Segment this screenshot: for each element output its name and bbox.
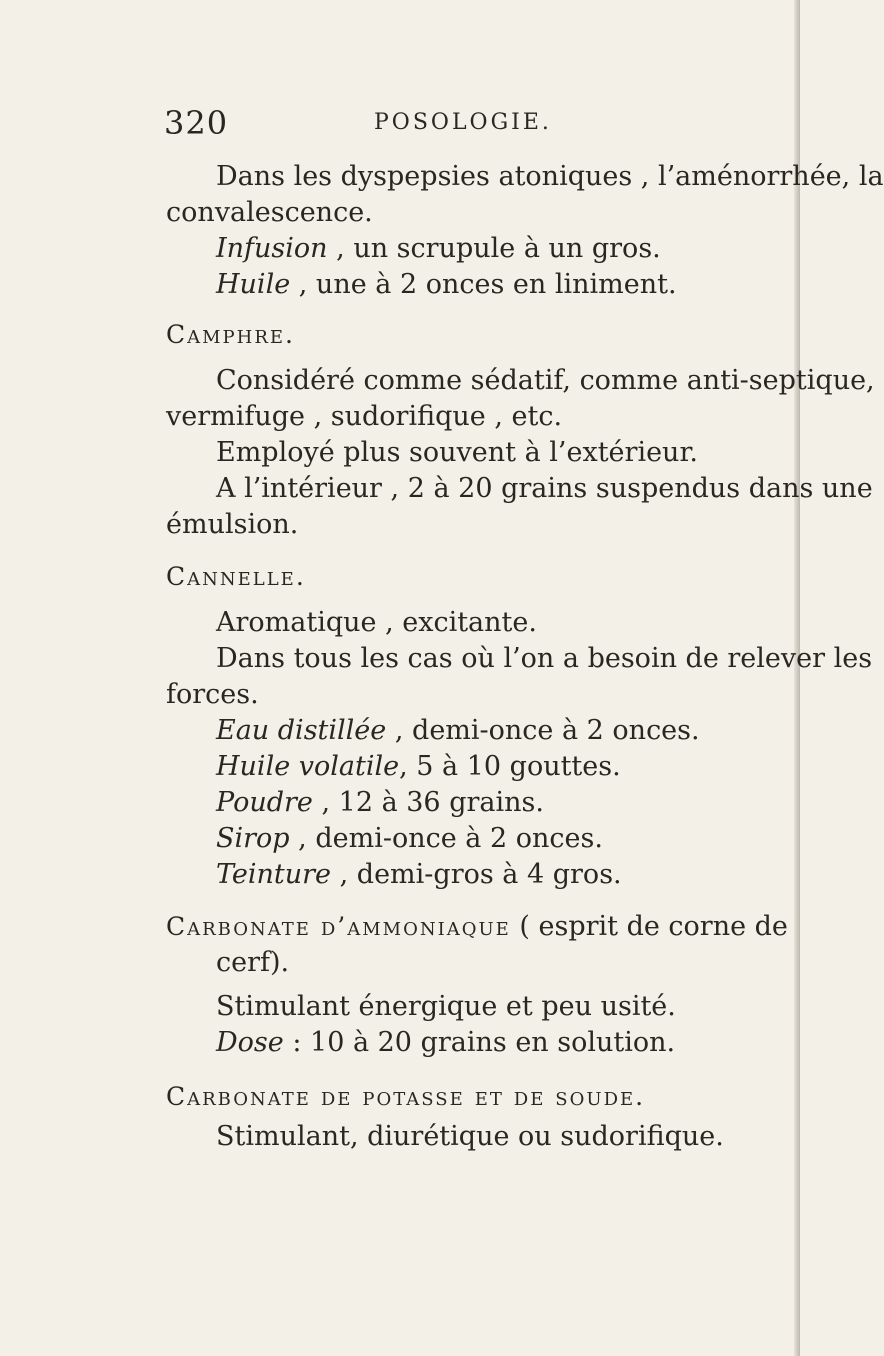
text-line: Stimulant énergique et peu usité. <box>216 991 676 1022</box>
dosage-line <box>216 858 622 892</box>
preparation-term: Huile volatile <box>216 751 400 782</box>
preparation-term: Infusion <box>216 233 328 264</box>
preparation-term: Teinture <box>216 859 332 890</box>
entry-heading-line <box>166 910 788 944</box>
entry-heading: Cannelle. <box>166 562 306 591</box>
dosage-text: : 10 à 20 grains en solution. <box>283 1027 676 1058</box>
dosage-line <box>216 714 700 748</box>
text-line: Dans tous les cas où l’on a besoin de relever les <box>216 643 873 674</box>
page-edge <box>794 0 800 1356</box>
dosage-text: , un scrupule à un gros. <box>327 233 661 264</box>
text-line: Aromatique , excitante. <box>216 607 537 638</box>
entry-heading: Camphre. <box>166 320 296 349</box>
dosage-line <box>216 786 544 820</box>
preparation-term: Poudre <box>216 787 313 818</box>
text-line: émulsion. <box>166 509 299 540</box>
text-line: Dans les dyspepsies atoniques , l’aménorrhée, la <box>216 161 884 192</box>
dosage-text: , demi-once à 2 onces. <box>386 715 700 746</box>
entry-heading: Carbonate d’ammoniaque <box>166 912 511 941</box>
text-line: vermifuge , sudorifique , etc. <box>166 401 563 432</box>
text-line: A l’intérieur , 2 à 20 grains suspendus dans une <box>216 473 873 504</box>
text-line: convalescence. <box>166 197 373 228</box>
dosage-line <box>216 750 621 784</box>
text-line: forces. <box>166 679 259 710</box>
page-number: 320 <box>164 104 229 142</box>
preparation-term: Eau distillée <box>216 715 387 746</box>
dosage-line <box>216 822 603 856</box>
text-line: Employé plus souvent à l’extérieur. <box>216 437 698 468</box>
text-line: Considéré comme sédatif, comme anti-septique, <box>216 365 875 396</box>
heading-note: ( esprit de corne de <box>510 911 788 942</box>
entry-heading: Carbonate de potasse et de soude. <box>166 1082 646 1111</box>
dosage-text: , une à 2 onces en liniment. <box>290 269 677 300</box>
dosage-text: , 5 à 10 gouttes. <box>399 751 621 782</box>
dosage-text: , demi-once à 2 onces. <box>289 823 603 854</box>
preparation-term: Dose <box>216 1027 284 1058</box>
dosage-line <box>216 268 677 302</box>
text-line: cerf). <box>216 947 290 978</box>
dosage-line <box>216 1026 675 1060</box>
dosage-text: , demi-gros à 4 gros. <box>331 859 622 890</box>
page-header <box>164 104 724 144</box>
running-title: POSOLOGIE. <box>374 110 552 135</box>
preparation-term: Sirop <box>216 823 290 854</box>
dosage-line <box>216 232 661 266</box>
text-line: Stimulant, diurétique ou sudorifique. <box>216 1121 724 1152</box>
dosage-text: , 12 à 36 grains. <box>312 787 544 818</box>
preparation-term: Huile <box>216 269 291 300</box>
